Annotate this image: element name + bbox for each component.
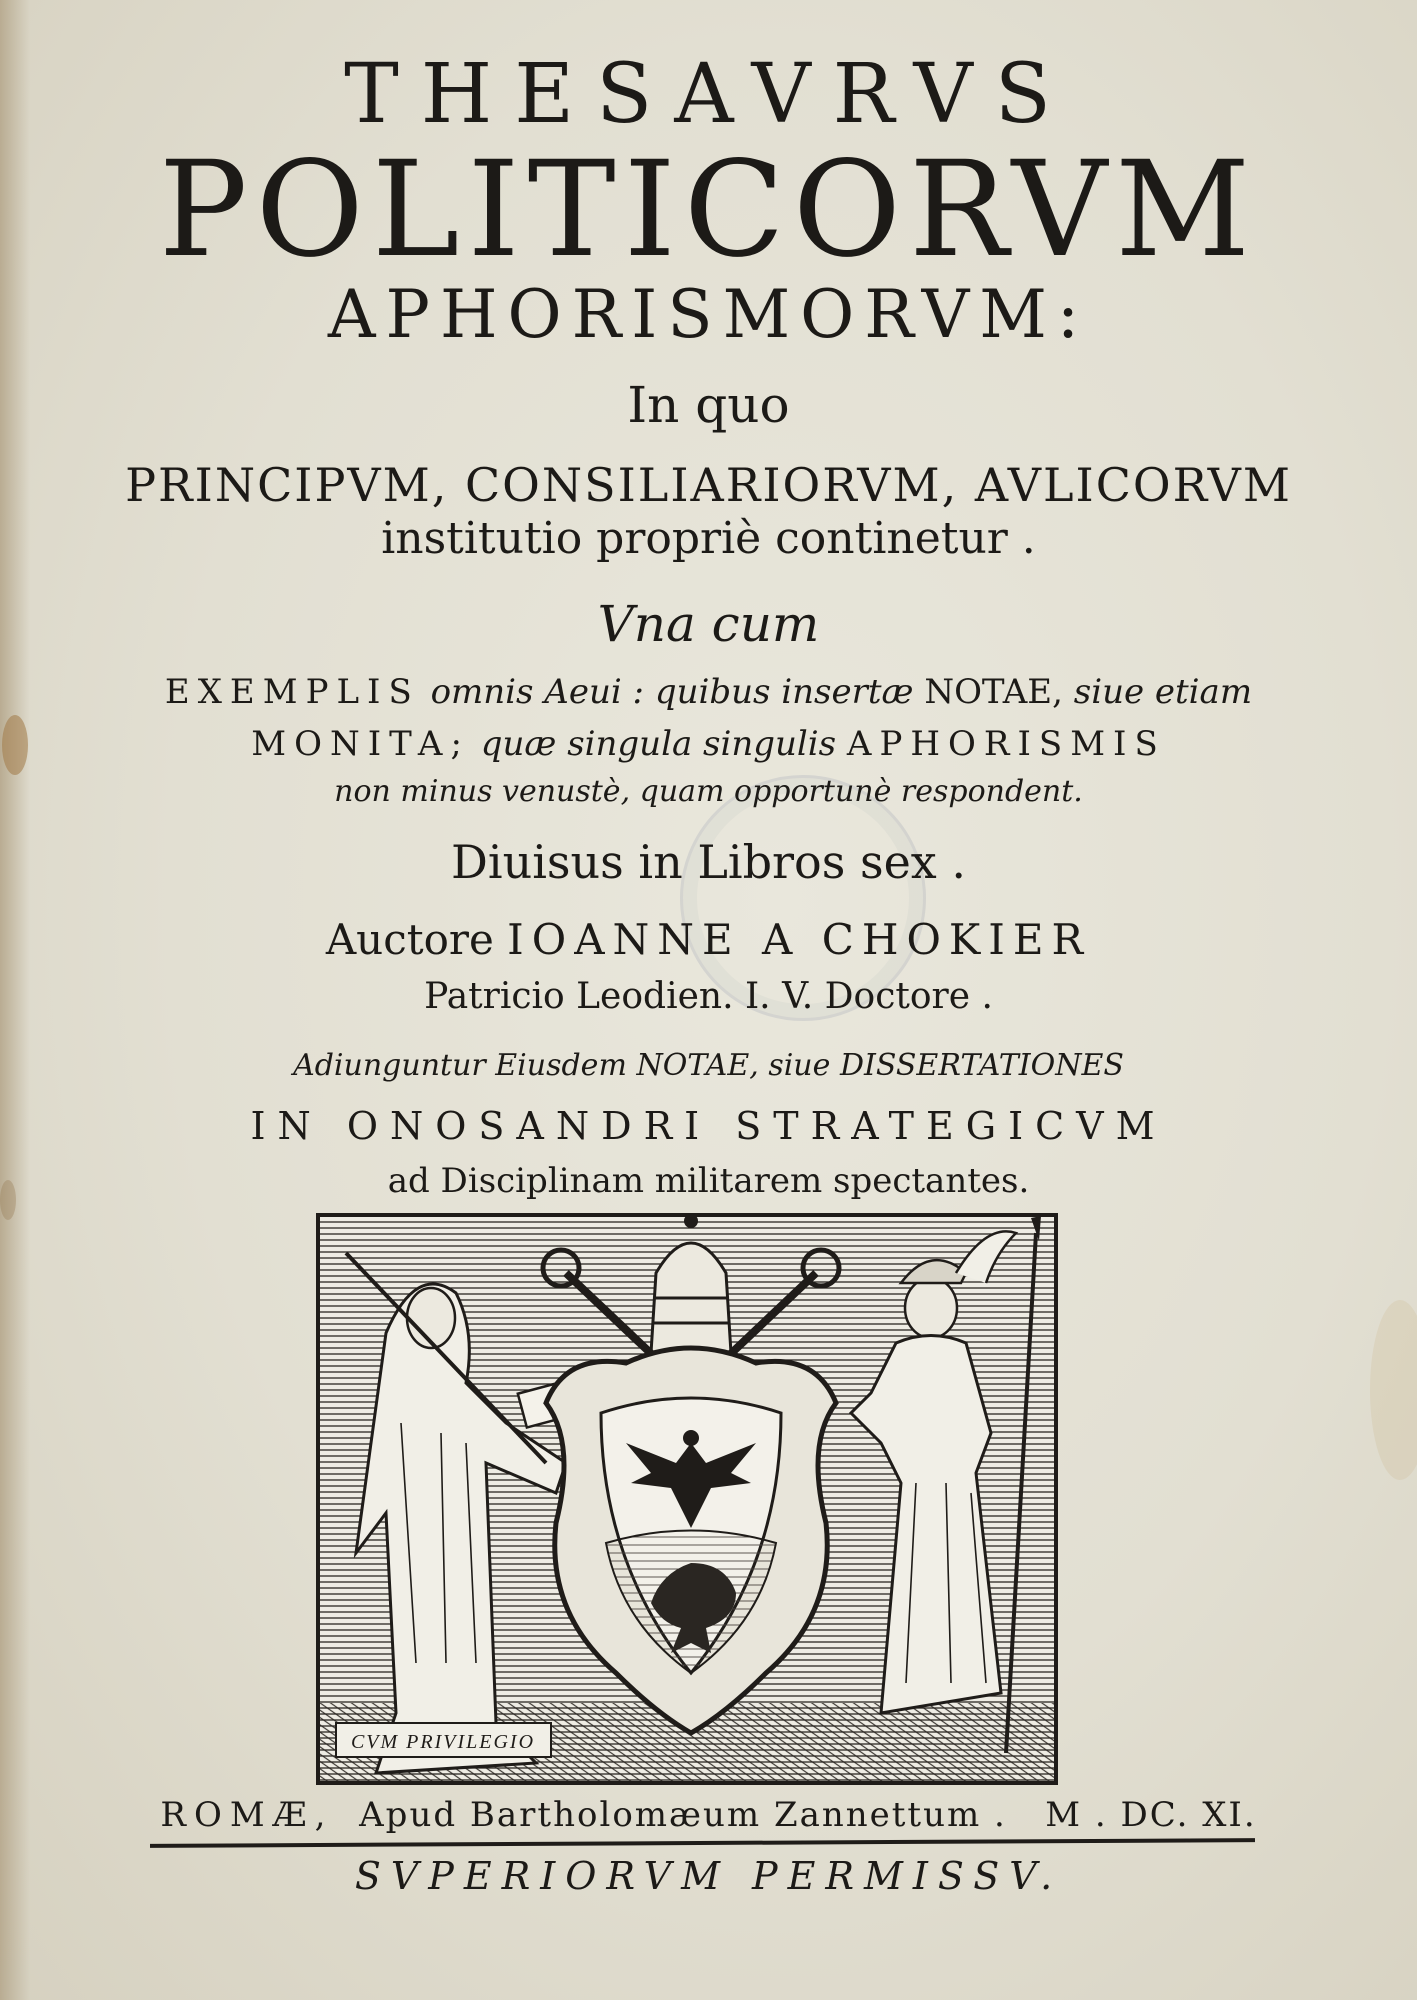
adiunguntur-text: Adiunguntur Eiusdem [293, 1048, 627, 1083]
siue-text: siue [768, 1048, 831, 1083]
subjects-line: PRINCIPVM, CONSILIARIORVM, AVLICORVM [125, 458, 1292, 512]
engraving-svg [316, 1213, 1058, 1785]
addendum-line [0, 1044, 1417, 1088]
notae-word: NOTAE, [924, 672, 1063, 712]
sive-etiam: siue etiam [1073, 672, 1253, 712]
coat-of-arms-engraving [316, 1213, 1058, 1785]
monita-word: MONITA; [251, 724, 470, 764]
auctore-label: Auctore [325, 915, 494, 964]
exemplis-word: EXEMPLIS [164, 672, 420, 712]
quae-singula: quæ singula singulis [480, 724, 837, 764]
credentials-line: Patricio Leodien. I. V. Doctore . [424, 976, 993, 1017]
foxing-stain [1370, 1300, 1417, 1480]
aphorismis-word: APHORISMIS [846, 724, 1166, 764]
imprint-printer: Apud Bartholomæum Zannettum . [359, 1795, 1007, 1835]
exemplis-rest: omnis Aeui : quibus insertæ [430, 672, 914, 712]
imprint-year: M . DC. XI. [1045, 1795, 1257, 1835]
una-cum-line: Vna cum [597, 595, 820, 653]
dissertationes-text: DISSERTATIONES [839, 1048, 1124, 1083]
in-quo-line: In quo [627, 376, 790, 434]
author-line [0, 912, 1417, 968]
title-line-3: APHORISMORVM: [327, 276, 1090, 353]
notae-text: NOTAE, [636, 1048, 759, 1083]
author-name: IOANNE A CHOKIER [507, 915, 1092, 964]
title-line-2: POLITICORVM [158, 133, 1259, 287]
privilege-text: CVM PRIVILEGIO [350, 1731, 536, 1753]
imprint-line [0, 1790, 1417, 1840]
title-line-1: THESAVRVS [344, 47, 1073, 142]
division-line: Diuisus in Libros sex . [451, 835, 966, 889]
disciplinam-line: ad Disciplinam militarem spectantes. [387, 1161, 1030, 1201]
permission-line: SVPERIORVM PERMISSV. [354, 1854, 1063, 1898]
institutio-line: institutio propriè continetur . [381, 513, 1036, 564]
imprint-city: ROMÆ, [160, 1795, 334, 1835]
exemplis-line [0, 668, 1417, 716]
respondent-line: non minus venustè, quam opportunè respondent. [334, 774, 1083, 809]
monita-line [0, 720, 1417, 768]
onosandri-line: IN ONOSANDRI STRATEGICVM [250, 1104, 1167, 1148]
